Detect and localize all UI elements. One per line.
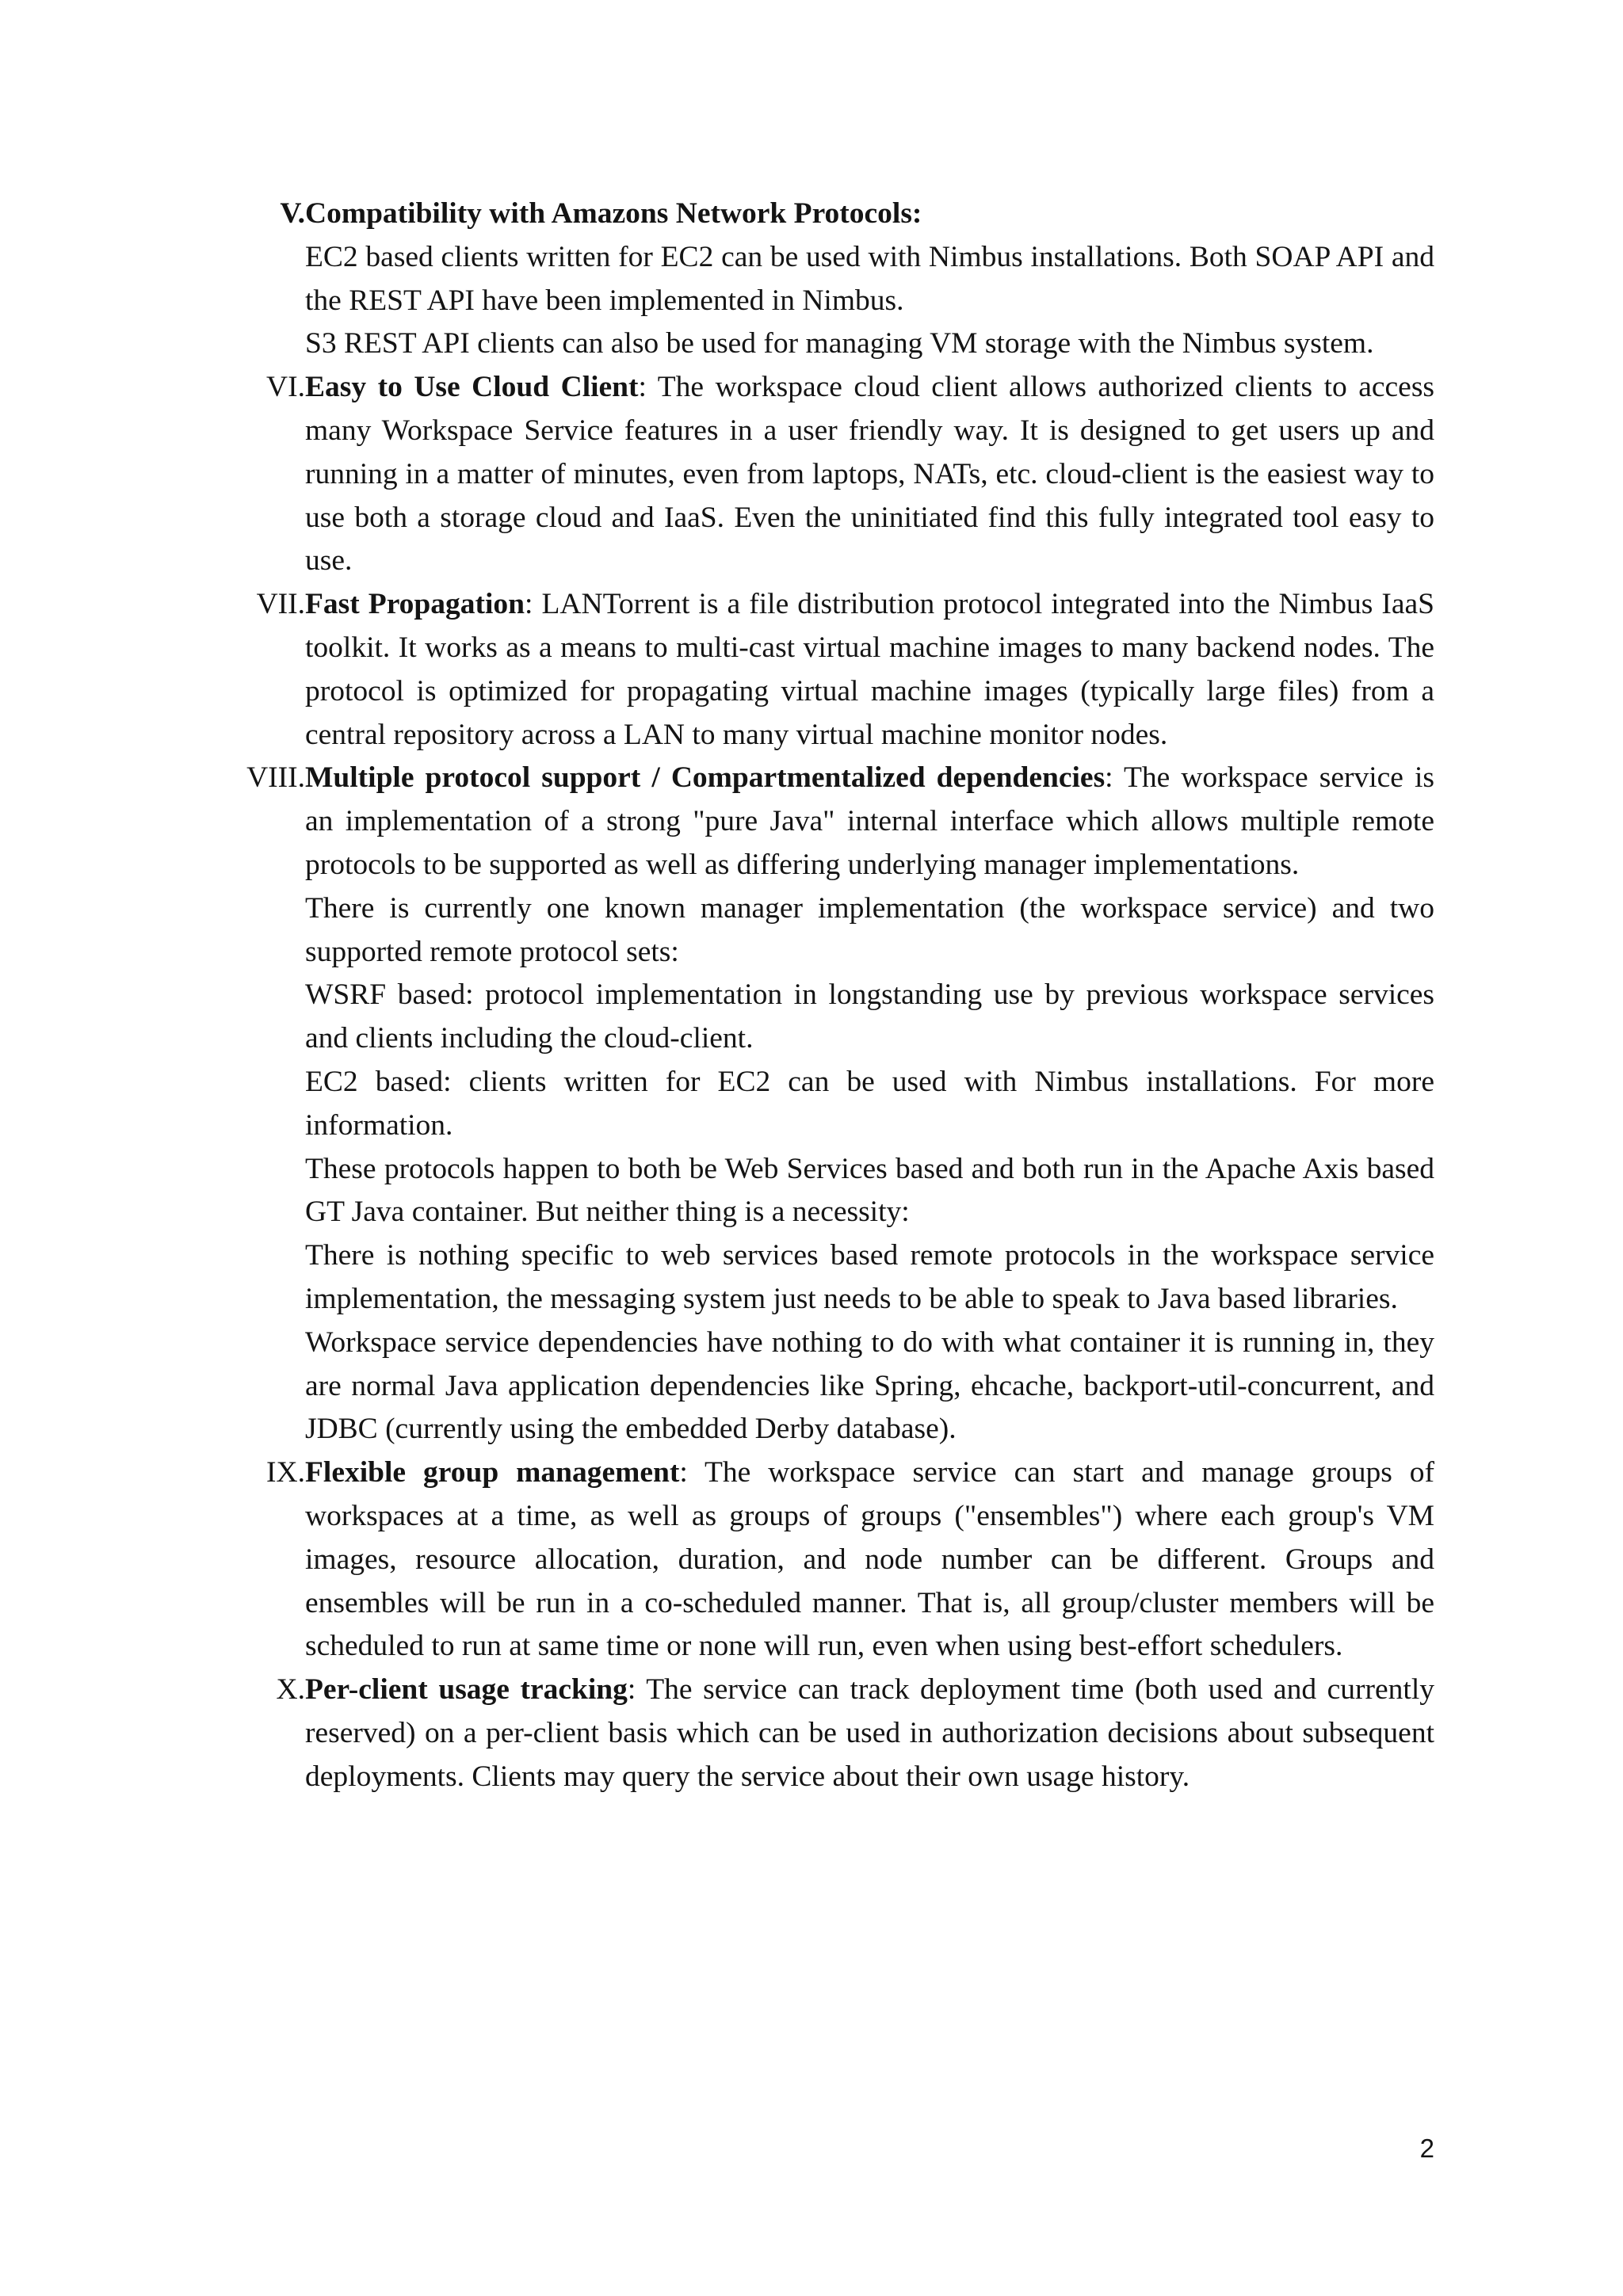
item-lead-text: : The workspace service can start and manage groups of workspaces at a time, as well as groups of groups ("ensembles") where each group's VM images, resource allocation, duration, and node number can be different. Groups and ensembles will be run in a co-scheduled manner. That is, all group/cluster members will be scheduled to run at same time or none will run, even when using best-effort schedulers. — [305, 1456, 1434, 1663]
item-paragraph — [305, 583, 1434, 757]
item-numeral: V. — [280, 197, 305, 230]
list-item-group-management — [190, 1451, 1434, 1669]
item-paragraph: WSRF based: protocol implementation in longstanding use by previous workspace services and clients including the cloud-client. — [305, 978, 1434, 1055]
item-numeral: VIII. — [246, 761, 305, 795]
item-heading: Compatibility with Amazons Network Protocols: — [305, 197, 922, 230]
item-paragraph — [305, 1669, 1434, 1798]
item-paragraph — [305, 757, 1434, 887]
item-paragraph: Workspace service dependencies have nothing to do with what container it is running in, they are normal Java application dependencies like Spring, ehcache, backport-util-concurrent, and JDBC (currently using the embedded Derby database). — [305, 1325, 1434, 1446]
item-heading: Per-client usage tracking — [305, 1673, 628, 1707]
item-body — [305, 193, 1434, 366]
item-paragraph: These protocols happen to both be Web Services based and both run in the Apache Axis based GT Java container. But neither thing is a necessity: — [305, 1152, 1434, 1229]
item-numeral: IX. — [266, 1456, 305, 1489]
item-numeral: X. — [276, 1673, 305, 1707]
item-body — [305, 1451, 1434, 1669]
item-numeral: VII. — [256, 588, 305, 621]
item-heading: Easy to Use Cloud Client — [305, 371, 639, 404]
item-lead-text: : The workspace service is an implementation of a strong "pure Java" internal interface which allows multiple remote protocols to be supported as well as differing underlying manager implementations. — [305, 761, 1434, 881]
item-paragraph: S3 REST API clients can also be used for managing VM storage with the Nimbus system. — [305, 327, 1374, 360]
list-item-fast-propagation — [190, 583, 1434, 757]
item-lead-text: : The workspace cloud client allows authorized clients to access many Workspace Service features in a user friendly way. It is designed to get users up and running in a matter of minutes, even from laptops, NATs, etc. cloud-client is the easiest way to use both a storage cloud and IaaS. Even the uninitiated find this fully integrated tool easy to use. — [305, 371, 1435, 578]
item-body — [305, 1669, 1434, 1798]
item-paragraph — [305, 1451, 1434, 1669]
item-paragraph — [305, 366, 1434, 583]
item-heading: Multiple protocol support / Compartmentalized dependencies — [305, 761, 1106, 795]
item-lead-text: : LANTorrent is a file distribution protocol integrated into the Nimbus IaaS toolkit. It works as a means to multi-cast virtual machine images to many backend nodes. The protocol is optimized for propagating virtual machine images (typically large files) from a central repository across a LAN to many virtual machine monitor nodes. — [305, 588, 1434, 751]
item-lead-text: : The service can track deployment time (both used and currently reserved) on a per-client basis which can be used in authorization decisions about subsequent deployments. Clients may query the service about their own usage history. — [305, 1673, 1434, 1793]
item-numeral: VI. — [266, 371, 305, 404]
page-number: 2 — [1419, 2134, 1434, 2163]
item-body — [305, 366, 1434, 583]
feature-list — [190, 193, 1434, 1798]
item-paragraph: There is nothing specific to web services based remote protocols in the workspace service implementation, the messaging system just needs to be able to speak to Java based libraries. — [305, 1239, 1434, 1315]
list-item-multiple-protocol — [190, 757, 1434, 1451]
item-body — [305, 583, 1434, 757]
list-item-usage-tracking — [190, 1669, 1434, 1798]
item-heading: Flexible group management — [305, 1456, 680, 1489]
item-body — [305, 757, 1434, 1451]
list-item-cloud-client — [190, 366, 1434, 583]
list-item-compatibility — [190, 193, 1434, 366]
item-paragraph: EC2 based clients written for EC2 can be used with Nimbus installations. Both SOAP API and the REST API have been implemented in Nimbus. — [305, 240, 1434, 317]
item-paragraph: EC2 based: clients written for EC2 can be used with Nimbus installations. For more information. — [305, 1065, 1434, 1142]
item-paragraph: There is currently one known manager implementation (the workspace service) and two supported remote protocol sets: — [305, 891, 1434, 968]
item-heading: Fast Propagation — [305, 588, 525, 621]
